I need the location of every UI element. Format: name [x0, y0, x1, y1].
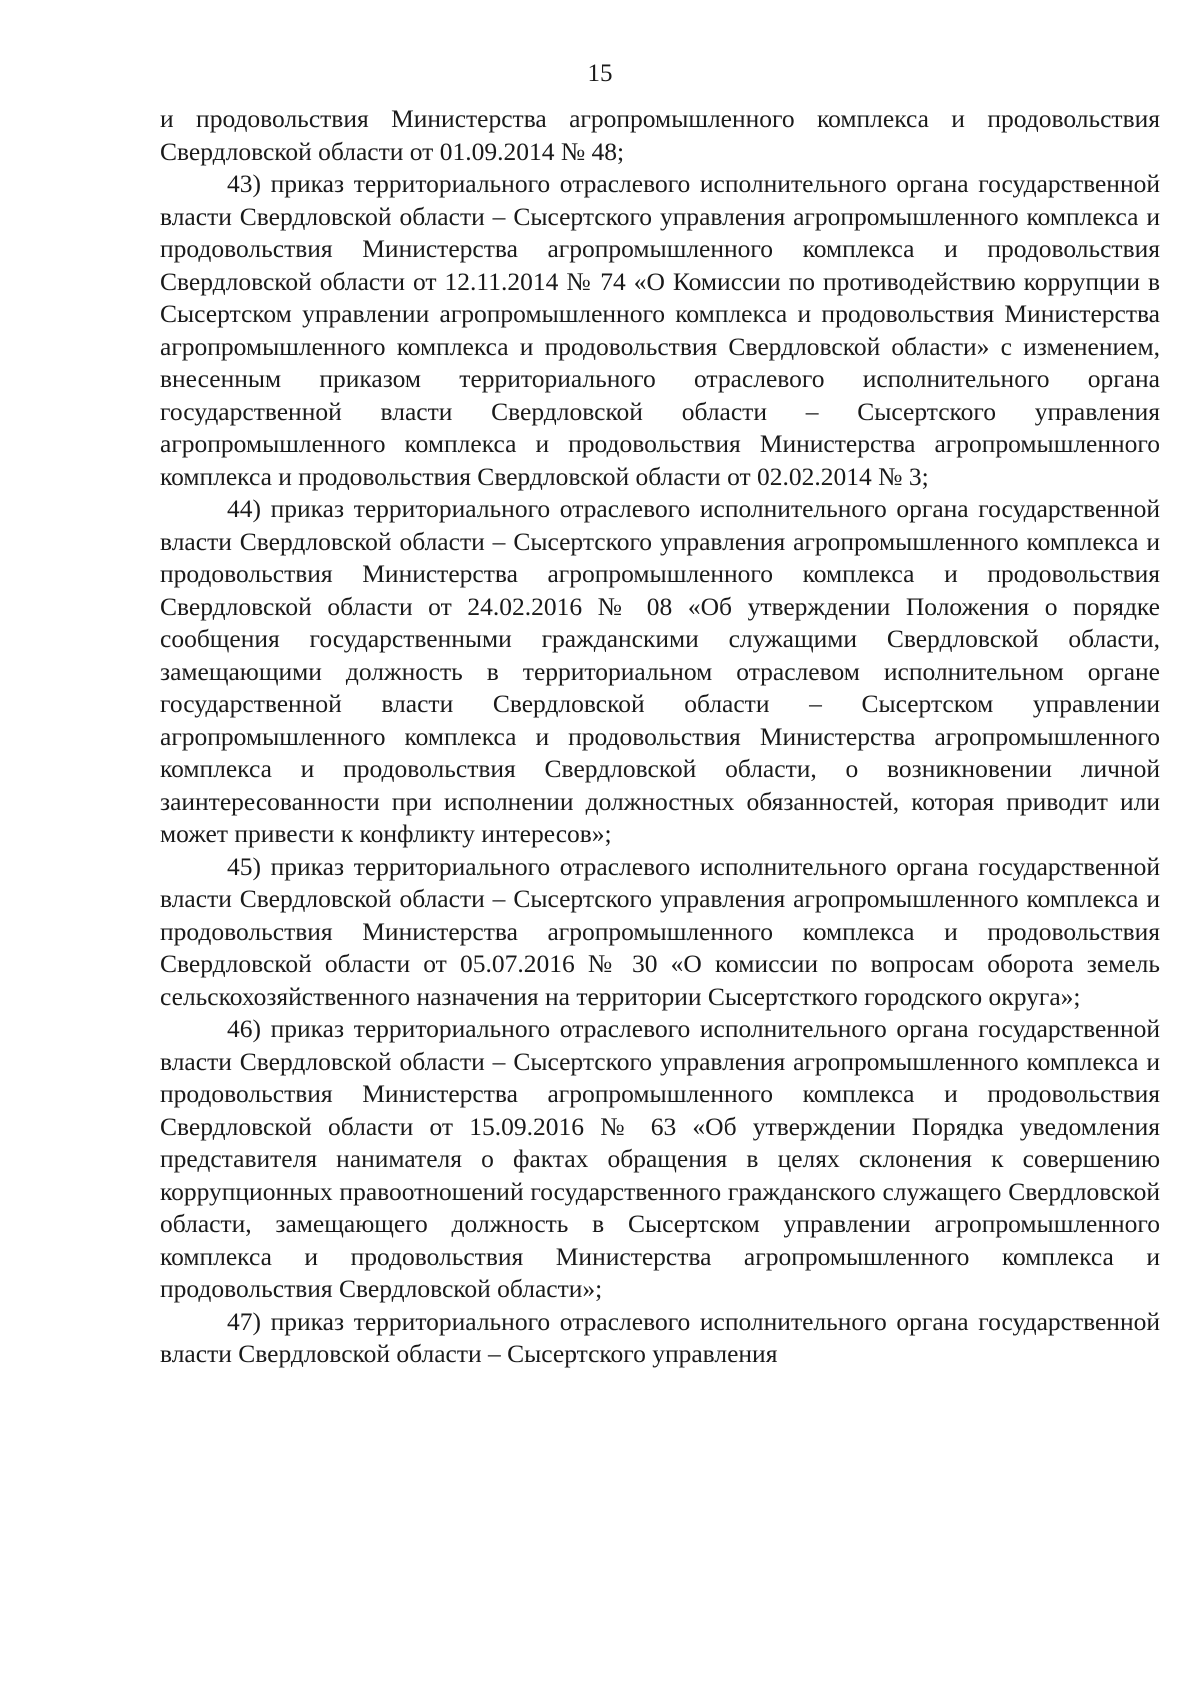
page-number: 15 — [587, 60, 613, 87]
document-body — [160, 103, 1160, 1371]
paragraph-item-46: 46) приказ территориального отраслевого исполнительного органа государственной власти Свердловской области – Сысертского управления агропромышленного комплекса и продовольствия Министерства агропромышленного комплекса и продовольствия Свердловской области от 15.09.2016 № 63 «Об утверждении Порядка уведомления представителя нанимателя о фактах обращения в целях склонения к совершению коррупционных правоотношений государственного гражданского служащего Свердловской области, замещающего должность в Сысертском управлении агропромышленного комплекса и продовольствия Министерства агропромышленного комплекса и продовольствия Свердловской области»; — [160, 1014, 1160, 1303]
paragraph-item-44: 44) приказ территориального отраслевого исполнительного органа государственной власти Свердловской области – Сысертского управления агропромышленного комплекса и продовольствия Министерства агропромышленного комплекса и продовольствия Свердловской области от 24.02.2016 № 08 «Об утверждении Положения о порядке сообщения государственными гражданскими служащими Свердловской области, замещающими должность в территориальном отраслевом исполнительном органе государственной власти Свердловской области – Сысертском управлении агропромышленного комплекса и продовольствия Министерства агропромышленного комплекса и продовольствия Свердловской области, о возникновении личной заинтересованности при исполнении должностных обязанностей, которая приводит или может привести к конфликту интересов»; — [160, 494, 1160, 848]
paragraph-item-42-continuation: и продовольствия Министерства агропромышленного комплекса и продовольствия Свердловской области от 01.09.2014 № 48; — [160, 104, 1160, 166]
paragraph-item-45: 45) приказ территориального отраслевого исполнительного органа государственной власти Свердловской области – Сысертского управления агропромышленного комплекса и продовольствия Министерства агропромышленного комплекса и продовольствия Свердловской области от 05.07.2016 № 30 «О комиссии по вопросам оборота земель сельскохозяйственного назначения на территории Сысертсткого городского округа»; — [160, 851, 1160, 1011]
paragraph-item-47: 47) приказ территориального отраслевого исполнительного органа государственной власти Свердловской области – Сысертского управления — [160, 1306, 1160, 1368]
paragraph-item-43: 43) приказ территориального отраслевого исполнительного органа государственной власти Свердловской области – Сысертского управления агропромышленного комплекса и продовольствия Министерства агропромышленного комплекса и продовольствия Свердловской области от 12.11.2014 № 74 «О Комиссии по противодействию коррупции в Сысертском управлении агропромышленного комплекса и продовольствия Министерства агропромышленного комплекса и продовольствия Свердловской области» с изменением, внесенным приказом территориального отраслевого исполнительного органа государственной власти Свердловской области – Сысертского управления агропромышленного комплекса и продовольствия Министерства агропромышленного комплекса и продовольствия Свердловской области от 02.02.2014 № 3; — [160, 169, 1160, 491]
